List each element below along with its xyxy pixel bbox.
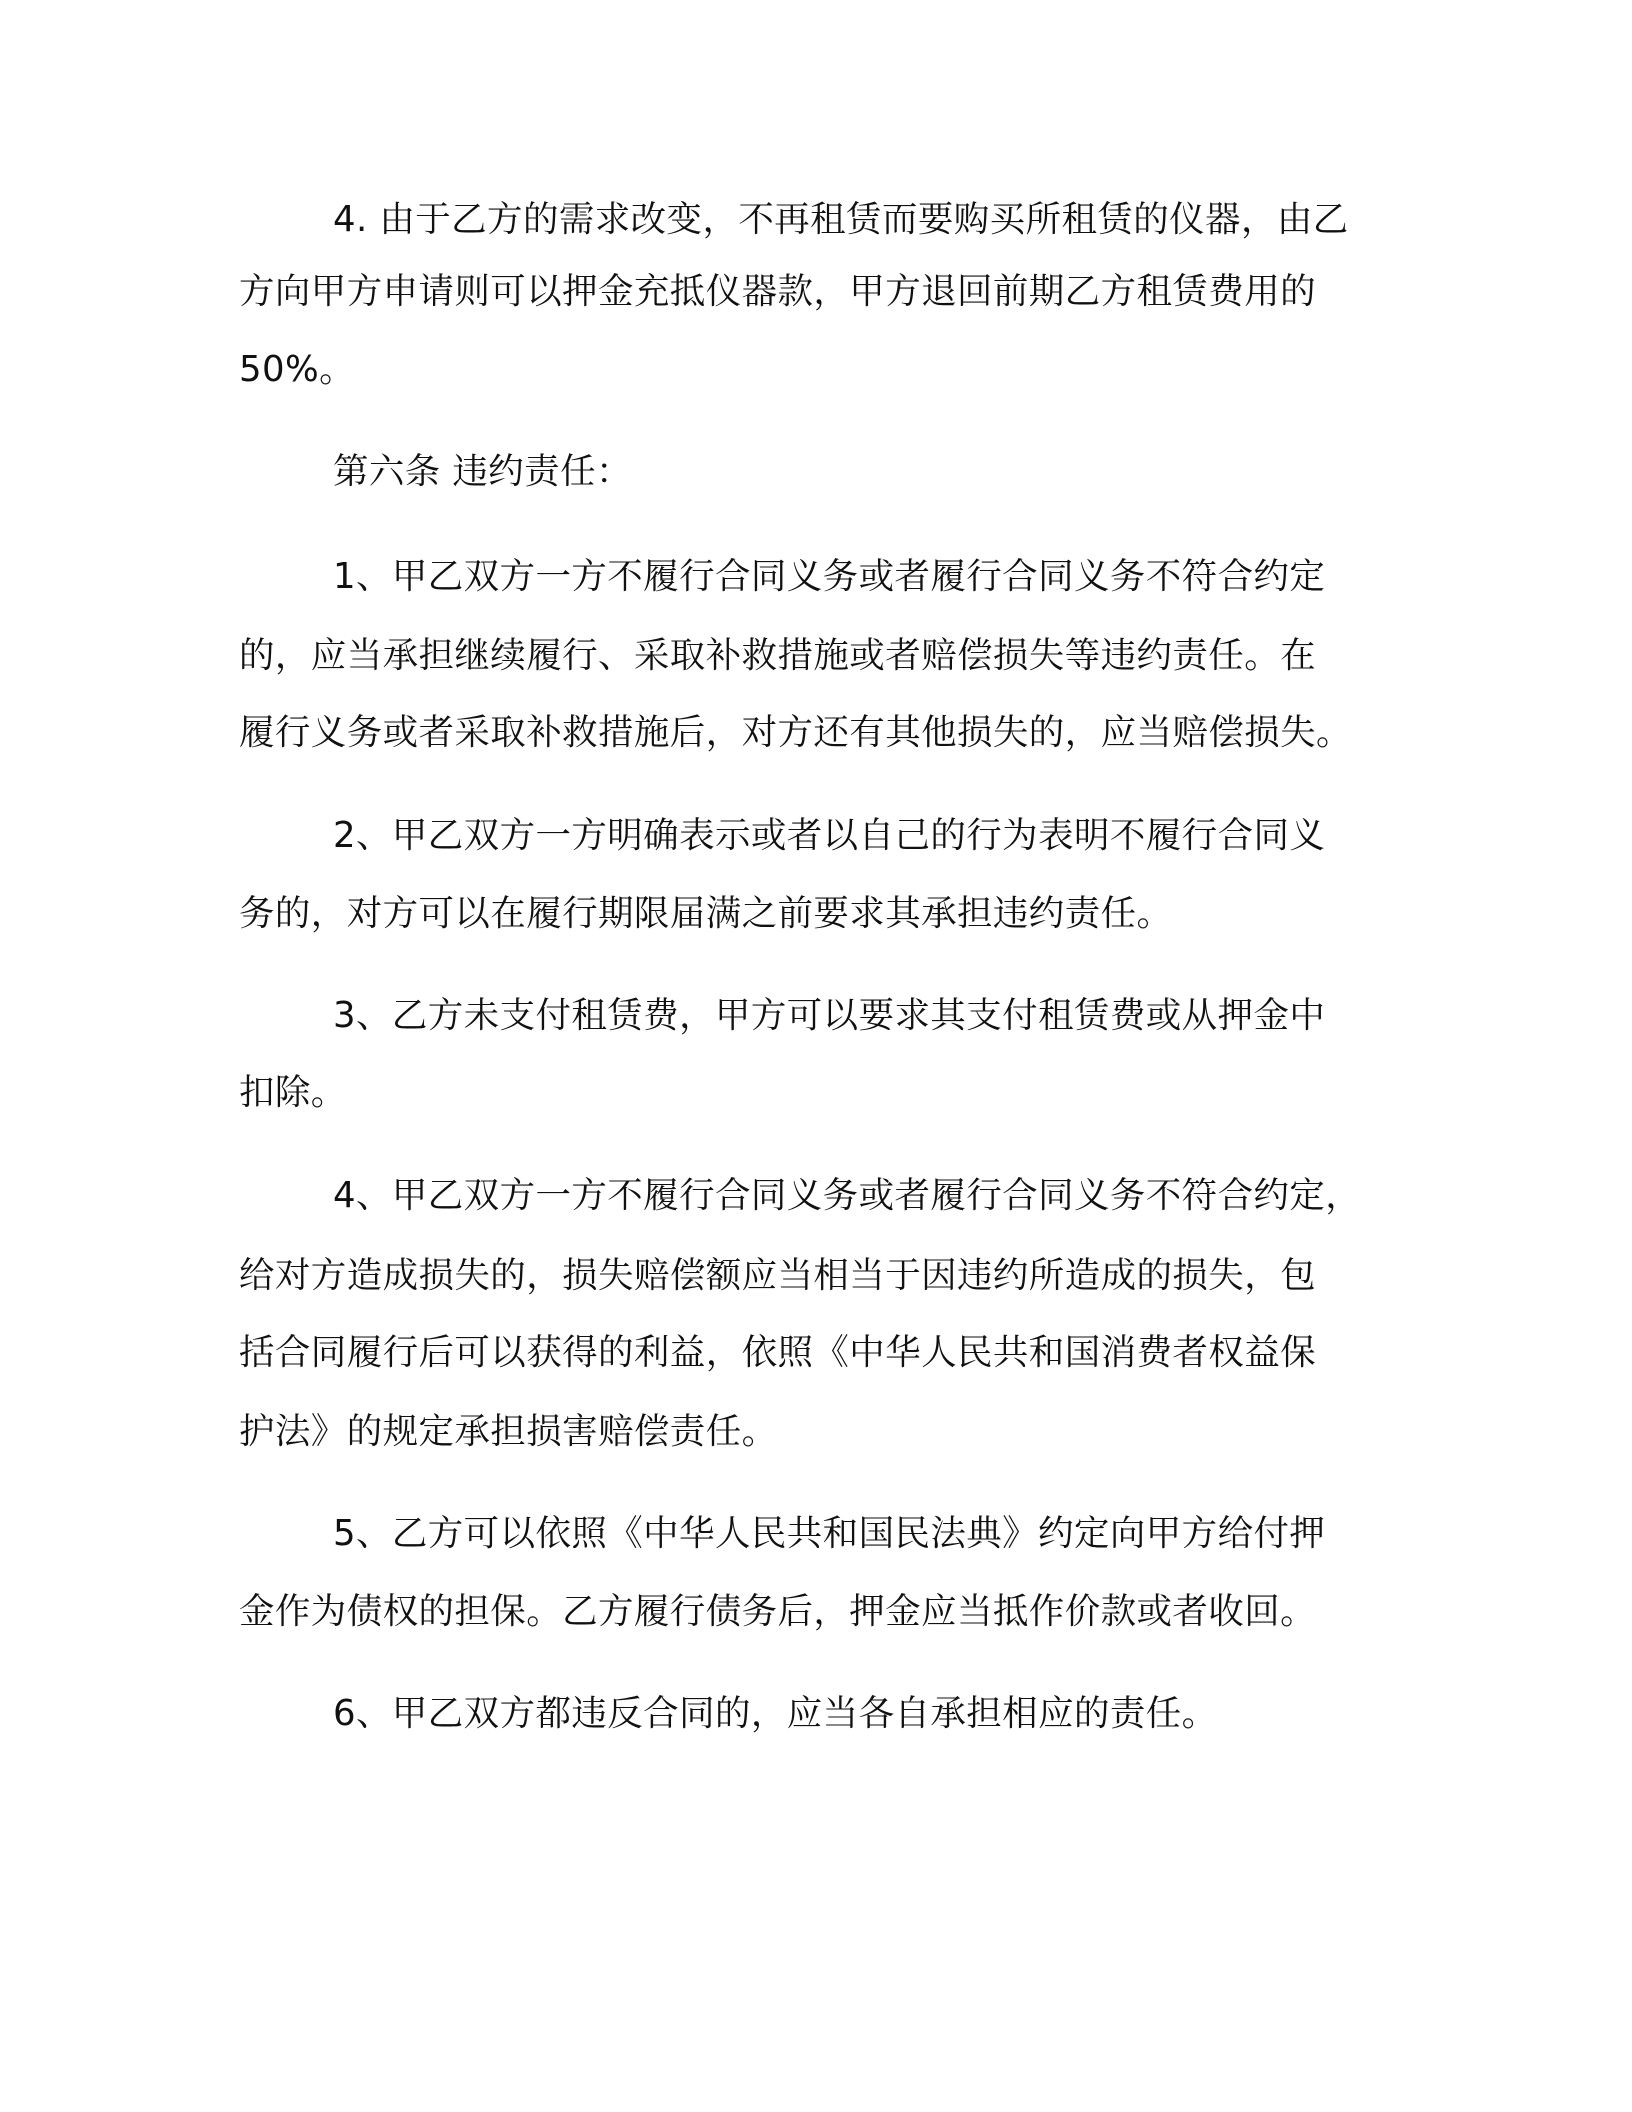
paragraph-line: 4. 由于乙方的需求改变，不再租赁而要购买所租赁的仪器，由乙 — [333, 199, 1349, 240]
paragraph-line: 3、乙方未支付租赁费，甲方可以要求其支付租赁费或从押金中 — [333, 995, 1326, 1036]
paragraph-line: 务的，对方可以在履行期限届满之前要求其承担违约责任。 — [239, 893, 1173, 934]
section-heading: 第六条 违约责任： — [333, 451, 632, 492]
paragraph-line: 5、乙方可以依照《中华人民共和国民法典》约定向甲方给付押 — [333, 1513, 1326, 1554]
paragraph-line: 括合同履行后可以获得的利益，依照《中华人民共和国消费者权益保 — [239, 1332, 1317, 1373]
paragraph-line: 履行义务或者采取补救措施后，对方还有其他损失的，应当赔偿损失。 — [239, 712, 1352, 753]
paragraph-line: 的，应当承担继续履行、采取补救措施或者赔偿损失等违约责任。在 — [239, 635, 1317, 676]
paragraph-line: 扣除。 — [239, 1072, 347, 1113]
paragraph-line: 1、甲乙双方一方不履行合同义务或者履行合同义务不符合约定 — [333, 556, 1326, 597]
paragraph-line: 2、甲乙双方一方明确表示或者以自己的行为表明不履行合同义 — [333, 815, 1326, 856]
paragraph-line: 给对方造成损失的，损失赔偿额应当相当于因违约所造成的损失，包 — [239, 1255, 1317, 1296]
paragraph-line: 方向甲方申请则可以押金充抵仪器款，甲方退回前期乙方租赁费用的 — [239, 271, 1317, 312]
paragraph-line: 6、甲乙双方都违反合同的，应当各自承担相应的责任。 — [333, 1693, 1218, 1734]
paragraph-line: 金作为债权的担保。乙方履行债务后，押金应当抵作价款或者收回。 — [239, 1591, 1317, 1632]
paragraph-line: 50%。 — [239, 349, 356, 390]
paragraph-line: 4、甲乙双方一方不履行合同义务或者履行合同义务不符合约定， — [333, 1175, 1362, 1216]
paragraph-line: 护法》的规定承担损害赔偿责任。 — [239, 1411, 778, 1452]
